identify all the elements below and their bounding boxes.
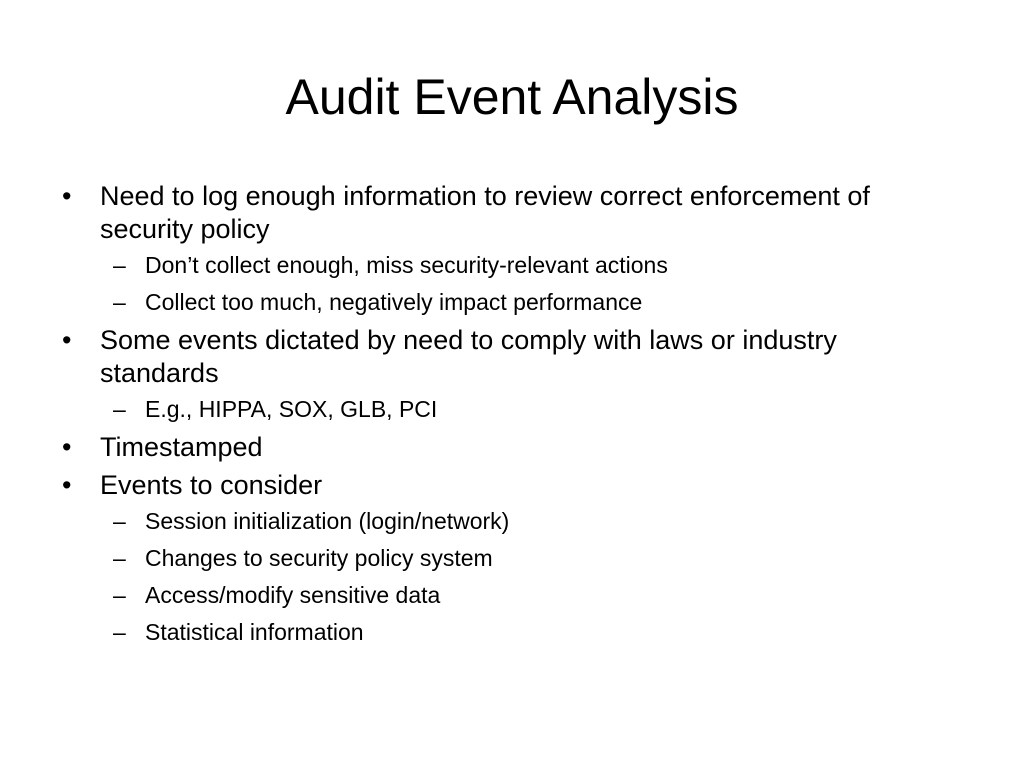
sub-bullet-list [100, 506, 958, 647]
bullet-item [58, 431, 958, 464]
bullet-item [58, 324, 958, 424]
sub-bullet-item [100, 250, 958, 280]
sub-bullet-list [100, 394, 958, 424]
sub-bullet-text: Session initialization (login/network) [145, 508, 510, 534]
dash-marker: – [113, 396, 126, 422]
sub-bullet-text: Collect too much, negatively impact performance [145, 289, 643, 315]
bullet-marker: • [62, 181, 72, 211]
sub-bullet-text: Access/modify sensitive data [145, 582, 441, 608]
bullet-marker: • [62, 325, 72, 355]
bullet-list [58, 180, 958, 654]
bullet-marker: • [62, 470, 72, 500]
sub-bullet-text: Changes to security policy system [145, 545, 493, 571]
bullet-text: Some events dictated by need to comply with laws or industry standards [100, 325, 837, 388]
dash-marker: – [113, 582, 126, 608]
sub-bullet-item [100, 580, 958, 610]
sub-bullet-item [100, 617, 958, 647]
bullet-text: Need to log enough information to review correct enforcement of security policy [100, 181, 870, 244]
slide-title: Audit Event Analysis [285, 69, 739, 125]
sub-bullet-item [100, 287, 958, 317]
sub-bullet-list [100, 250, 958, 317]
dash-marker: – [113, 289, 126, 315]
dash-marker: – [113, 545, 126, 571]
dash-marker: – [113, 508, 126, 534]
sub-bullet-text: E.g., HIPPA, SOX, GLB, PCI [145, 396, 438, 422]
sub-bullet-item [100, 506, 958, 536]
sub-bullet-text: Don’t collect enough, miss security-relevant actions [145, 252, 668, 278]
sub-bullet-text: Statistical information [145, 619, 364, 645]
bullet-item [58, 469, 958, 647]
dash-marker: – [113, 619, 126, 645]
sub-bullet-item [100, 394, 958, 424]
bullet-marker: • [62, 432, 72, 462]
bullet-text: Timestamped [100, 432, 263, 462]
bullet-text: Events to consider [100, 470, 323, 500]
bullet-item [58, 180, 958, 317]
dash-marker: – [113, 252, 126, 278]
sub-bullet-item [100, 543, 958, 573]
